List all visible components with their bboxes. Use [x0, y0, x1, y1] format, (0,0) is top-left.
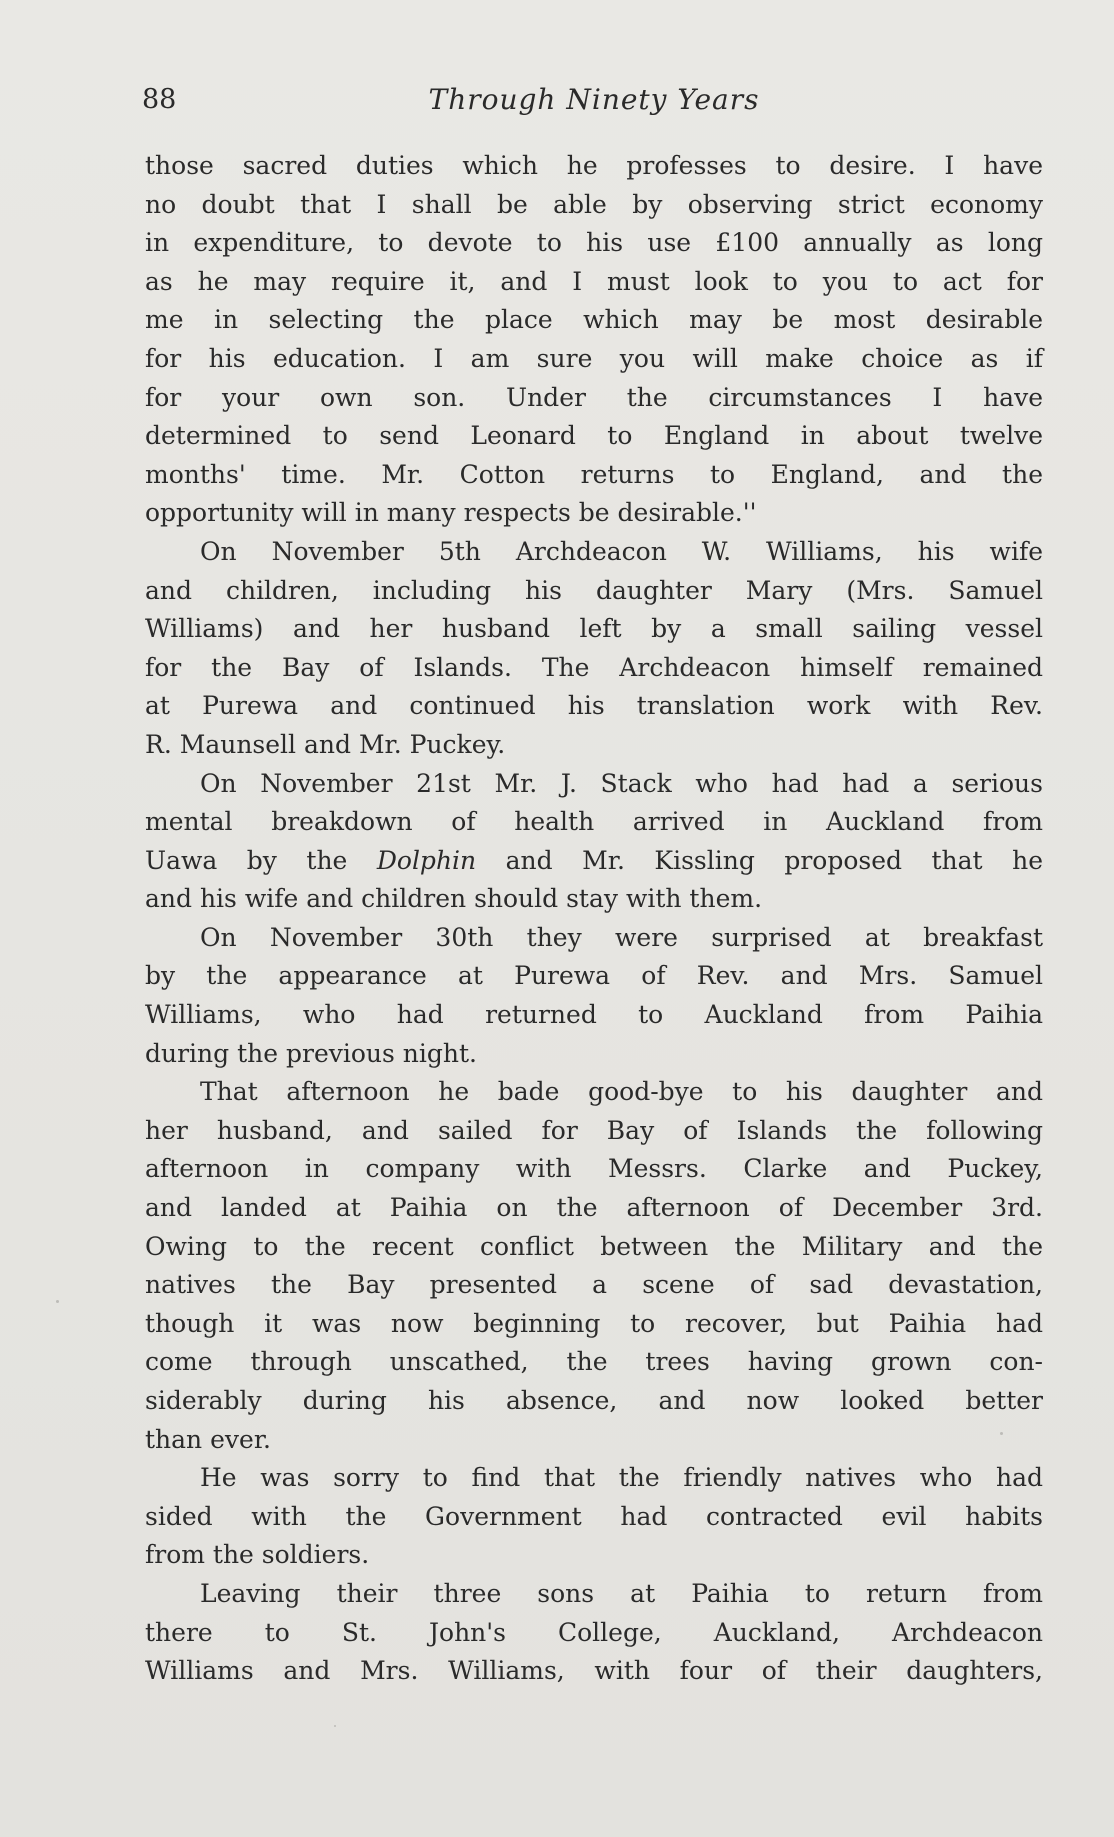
paper-speck	[56, 1300, 59, 1303]
text-line: come through unscathed, the trees having grown con-	[145, 1347, 1043, 1377]
text-line: Leaving their three sons at Paihia to return from	[200, 1578, 1043, 1608]
text-line: R. Maunsell and Mr. Puckey.	[145, 729, 506, 759]
text-line: though it was now beginning to recover, but Paihia had	[145, 1308, 1043, 1338]
text-line: in expenditure, to devote to his use £100 annually as long	[145, 228, 1043, 258]
paragraph-5	[145, 1073, 1043, 1459]
paper-speck	[1000, 1432, 1003, 1435]
text-line: sided with the Government had contracted evil habits	[145, 1501, 1043, 1531]
text-line: as he may require it, and I must look to you to act for	[145, 266, 1043, 296]
text-line: afternoon in company with Messrs. Clarke and Puckey,	[145, 1154, 1043, 1184]
text-line: He was sorry to find that the friendly natives who had	[200, 1463, 1043, 1493]
text-line: than ever.	[145, 1424, 271, 1454]
text-line: siderably during his absence, and now looked better	[145, 1386, 1043, 1415]
text-line: Williams, who had returned to Auckland from Paihia	[145, 1000, 1043, 1030]
text-line: opportunity will in many respects be desirable.''	[145, 498, 757, 528]
text-fragment: Uawa by the	[145, 845, 377, 875]
text-fragment: and Mr. Kissling proposed that he	[476, 845, 1043, 875]
text-line: there to St. John's College, Auckland, Archdeacon	[145, 1617, 1043, 1647]
text-line: those sacred duties which he professes to desire. I have	[145, 151, 1043, 180]
text-line: for his education. I am sure you will make choice as if	[145, 343, 1043, 373]
text-line: and his wife and children should stay with them.	[145, 884, 763, 914]
text-line: On November 21st Mr. J. Stack who had had a serious	[200, 768, 1043, 798]
text-line: at Purewa and continued his translation work with Rev.	[145, 691, 1043, 721]
paragraph-6	[145, 1459, 1043, 1575]
paragraph-1	[145, 147, 1043, 533]
running-title: Through Ninety Years	[428, 83, 760, 116]
paper-speck	[334, 1725, 336, 1727]
text-line: mental breakdown of health arrived in Auckland from	[145, 807, 1043, 837]
body-text	[145, 147, 1043, 1691]
paragraph-4	[145, 919, 1043, 1073]
text-line: natives the Bay presented a scene of sad devastation,	[145, 1270, 1043, 1300]
text-line: and children, including his daughter Mary (Mrs. Samuel	[145, 575, 1043, 605]
paragraph-2	[145, 533, 1043, 765]
text-line: That afternoon he bade good-bye to his daughter and	[200, 1077, 1043, 1107]
text-line: Owing to the recent conflict between the Military and the	[145, 1231, 1043, 1261]
text-line	[145, 842, 1043, 881]
text-line: from the soldiers.	[145, 1540, 370, 1570]
paragraph-3	[145, 765, 1043, 919]
paragraph-7	[145, 1575, 1043, 1691]
text-line: by the appearance at Purewa of Rev. and Mrs. Samuel	[145, 961, 1043, 991]
page-number: 88	[142, 84, 177, 115]
text-line: Williams) and her husband left by a small sailing vessel	[145, 614, 1043, 644]
text-line: me in selecting the place which may be most desirable	[145, 305, 1043, 335]
text-line: On November 30th they were surprised at breakfast	[200, 922, 1043, 952]
text-line: Williams and Mrs. Williams, with four of their daughters,	[145, 1656, 1043, 1686]
text-line: months' time. Mr. Cotton returns to England, and the	[145, 459, 1043, 489]
text-line: her husband, and sailed for Bay of Islands the following	[145, 1115, 1043, 1145]
text-line: determined to send Leonard to England in about twelve	[145, 421, 1043, 451]
text-line: On November 5th Archdeacon W. Williams, his wife	[200, 536, 1043, 566]
page-header	[142, 80, 1046, 120]
text-line: for your own son. Under the circumstances I have	[145, 382, 1043, 412]
ship-name-italic: Dolphin	[376, 845, 477, 875]
text-line: and landed at Paihia on the afternoon of December 3rd.	[145, 1193, 1043, 1223]
text-line: for the Bay of Islands. The Archdeacon himself remained	[145, 652, 1043, 682]
text-line: during the previous night.	[145, 1038, 477, 1068]
text-line: no doubt that I shall be able by observing strict economy	[145, 189, 1043, 219]
